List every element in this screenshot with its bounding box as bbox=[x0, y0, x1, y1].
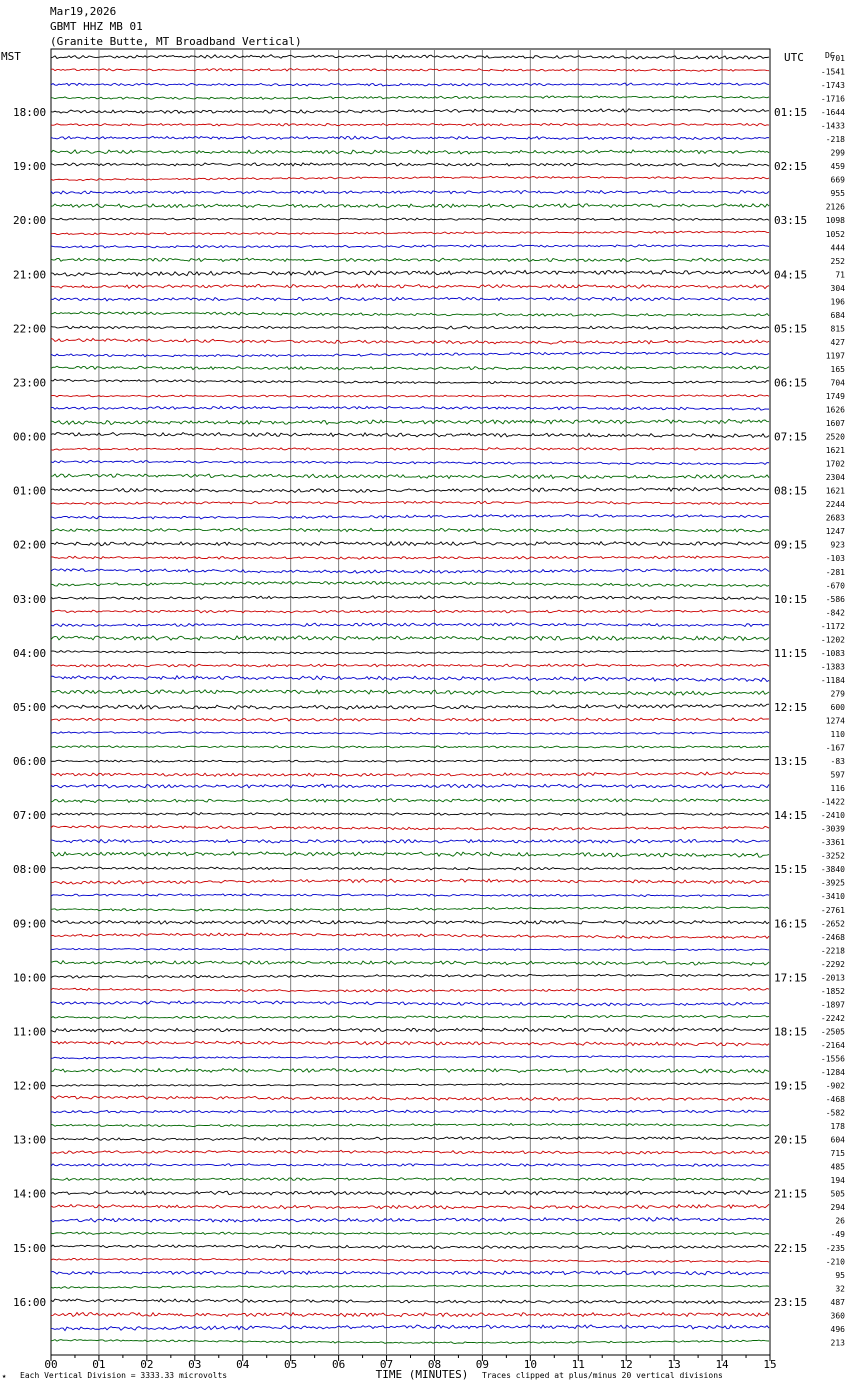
dc-offset-label: -1556 bbox=[820, 1054, 845, 1064]
seismic-trace bbox=[51, 1232, 769, 1235]
dc-offset-label: 459 bbox=[830, 162, 845, 172]
utc-hour-label: 01:15 bbox=[774, 106, 808, 120]
dc-offset-label: 165 bbox=[830, 364, 845, 374]
seismic-trace bbox=[51, 894, 769, 897]
seismic-trace bbox=[51, 419, 769, 424]
dc-offset-label: -1184 bbox=[820, 675, 845, 685]
dc-offset-label: -218 bbox=[825, 135, 845, 145]
dc-offset-label: 427 bbox=[830, 337, 845, 347]
dc-offset-label: 360 bbox=[830, 1311, 845, 1321]
utc-hour-label: 09:15 bbox=[774, 538, 808, 552]
x-axis-title: TIME (MINUTES) bbox=[375, 1368, 469, 1381]
dc-offset-label: -1202 bbox=[820, 635, 845, 645]
chart-labels bbox=[13, 51, 845, 1381]
mst-hour-label: 18:00 bbox=[13, 106, 47, 120]
seismic-trace bbox=[51, 297, 769, 301]
dc-offset-label: -2218 bbox=[820, 946, 845, 956]
x-tick-label: 09 bbox=[475, 1358, 490, 1371]
seismic-trace bbox=[51, 326, 769, 329]
seismic-trace bbox=[51, 55, 769, 59]
utc-hour-label: 16:15 bbox=[774, 917, 808, 931]
dc-offset-label: 194 bbox=[830, 1176, 845, 1186]
dc-offset-label: -1433 bbox=[820, 121, 845, 131]
seismic-trace bbox=[51, 176, 769, 180]
seismic-trace bbox=[51, 569, 769, 574]
dc-offset-label: 304 bbox=[830, 283, 845, 293]
seismic-trace bbox=[51, 718, 769, 721]
utc-hour-label: 05:15 bbox=[774, 322, 808, 336]
seismic-trace bbox=[51, 1178, 769, 1181]
seismic-trace bbox=[51, 284, 769, 288]
mst-hour-label: 04:00 bbox=[13, 646, 47, 660]
dc-offset-label: 2244 bbox=[825, 500, 845, 510]
dc-offset-label: -1541 bbox=[820, 67, 845, 77]
dc-offset-label: 2520 bbox=[825, 432, 845, 442]
dc-offset-label: 1749 bbox=[825, 392, 845, 401]
x-tick-label: 01 bbox=[92, 1358, 106, 1371]
dc-offset-label: 299 bbox=[830, 148, 845, 158]
dc-offset-label: -468 bbox=[825, 1095, 845, 1105]
mst-hour-label: 03:00 bbox=[13, 592, 47, 606]
seismic-trace bbox=[51, 379, 769, 384]
dc-offset-label: 2683 bbox=[825, 513, 845, 523]
dc-header-label: DC bbox=[825, 51, 835, 60]
utc-hour-label: 15:15 bbox=[774, 863, 808, 877]
seismic-traces bbox=[51, 55, 769, 1344]
seismic-trace bbox=[51, 1041, 769, 1046]
seismic-trace bbox=[51, 395, 769, 397]
x-tick-label: 05 bbox=[284, 1358, 298, 1371]
dc-offset-label: 597 bbox=[830, 770, 845, 780]
x-tick-label: 02 bbox=[140, 1358, 154, 1371]
mst-hour-label: 13:00 bbox=[13, 1133, 47, 1147]
seismic-trace bbox=[51, 69, 769, 72]
utc-hour-label: 06:15 bbox=[774, 376, 808, 390]
dc-offset-label: -103 bbox=[825, 554, 845, 564]
seismic-trace bbox=[51, 825, 769, 830]
dc-offset-label: -902 bbox=[825, 1081, 845, 1091]
dc-offset-label: 704 bbox=[830, 378, 845, 388]
seismic-trace bbox=[51, 867, 769, 870]
dc-offset-label: 1702 bbox=[825, 459, 845, 469]
x-tick-label: 06 bbox=[331, 1358, 346, 1371]
mst-hour-label: 00:00 bbox=[13, 430, 47, 444]
dc-offset-label: -2652 bbox=[820, 919, 845, 929]
dc-offset-label: -1083 bbox=[820, 648, 845, 658]
seismic-trace bbox=[51, 556, 769, 559]
x-tick-label: 00 bbox=[44, 1358, 58, 1371]
seismic-trace bbox=[51, 1271, 769, 1275]
seismic-trace bbox=[51, 352, 769, 357]
mst-hour-label: 07:00 bbox=[13, 809, 47, 823]
seismic-trace bbox=[51, 488, 769, 493]
dc-offset-label: 1197 bbox=[825, 351, 845, 361]
utc-hour-label: 03:15 bbox=[774, 214, 808, 228]
seismic-trace bbox=[51, 813, 769, 816]
dc-offset-label: 1247 bbox=[825, 527, 845, 537]
dc-offset-label: -1383 bbox=[820, 662, 845, 672]
seismic-trace bbox=[51, 948, 769, 950]
dc-offset-label: 32 bbox=[835, 1284, 845, 1294]
seismic-trace bbox=[51, 1285, 769, 1288]
seismic-trace bbox=[51, 204, 769, 208]
seismic-trace bbox=[51, 460, 769, 464]
dc-offset-label: 604 bbox=[830, 1135, 845, 1145]
seismic-trace bbox=[51, 163, 769, 167]
dc-offset-label: 110 bbox=[830, 730, 845, 739]
seismic-trace bbox=[51, 515, 769, 519]
chart-station: GBMT HHZ MB 01 bbox=[50, 20, 143, 33]
utc-hour-label: 02:15 bbox=[774, 160, 808, 174]
dc-offset-label: -235 bbox=[825, 1243, 845, 1253]
seismic-trace bbox=[51, 1150, 769, 1154]
dc-offset-label: 715 bbox=[830, 1149, 845, 1159]
dc-offset-label: 1274 bbox=[825, 716, 845, 726]
seismic-trace bbox=[51, 746, 769, 748]
dc-offset-label: 279 bbox=[830, 689, 845, 699]
seismic-trace bbox=[51, 690, 769, 695]
dc-offset-label: 923 bbox=[830, 540, 845, 550]
seismic-trace bbox=[51, 1069, 769, 1073]
utc-hour-label: 19:15 bbox=[774, 1079, 808, 1093]
dc-offset-label: -83 bbox=[830, 757, 845, 767]
dc-offset-label: -2505 bbox=[820, 1027, 845, 1037]
dc-offset-label: -1897 bbox=[820, 1000, 845, 1010]
utc-hour-label: 20:15 bbox=[774, 1133, 808, 1147]
seismic-trace bbox=[51, 1217, 769, 1222]
seismic-trace bbox=[51, 759, 769, 763]
seismic-trace bbox=[51, 704, 769, 709]
utc-hour-label: 18:15 bbox=[774, 1025, 808, 1039]
x-tick-label: 14 bbox=[715, 1358, 729, 1371]
dc-offset-label: -210 bbox=[825, 1257, 845, 1267]
dc-offset-label: -2410 bbox=[820, 811, 845, 821]
dc-offset-label: 213 bbox=[830, 1338, 845, 1348]
seismic-trace bbox=[51, 270, 769, 276]
dc-offset-label: -1172 bbox=[820, 621, 845, 631]
dc-offset-label: -582 bbox=[825, 1108, 845, 1118]
seismic-trace bbox=[51, 1123, 769, 1126]
utc-hour-label: 11:15 bbox=[774, 646, 808, 660]
x-tick-label: 04 bbox=[236, 1358, 250, 1371]
mst-hour-label: 19:00 bbox=[13, 160, 47, 174]
dc-offset-label: -1284 bbox=[820, 1068, 845, 1077]
dc-offset-label: -2292 bbox=[820, 959, 845, 969]
dc-offset-label: -3361 bbox=[820, 838, 845, 848]
dc-offset-label: 1626 bbox=[825, 405, 845, 415]
dc-offset-label: 955 bbox=[830, 189, 845, 199]
seismic-trace bbox=[51, 218, 769, 220]
mst-hour-label: 12:00 bbox=[13, 1079, 47, 1093]
dc-offset-label: 294 bbox=[830, 1203, 845, 1213]
dc-offset-label: -167 bbox=[825, 743, 845, 753]
utc-hour-label: 22:15 bbox=[774, 1241, 808, 1255]
dc-offset-label: 2126 bbox=[825, 202, 845, 212]
seismic-trace bbox=[51, 474, 769, 479]
seismic-trace bbox=[51, 974, 769, 978]
seismic-trace bbox=[51, 245, 769, 248]
x-tick-label: 03 bbox=[188, 1358, 202, 1371]
mst-hour-label: 09:00 bbox=[13, 917, 47, 931]
x-tick-label: 08 bbox=[427, 1358, 442, 1371]
dc-offset-label: 701 bbox=[830, 54, 845, 63]
seismic-trace bbox=[51, 191, 769, 194]
utc-hour-label: 08:15 bbox=[774, 484, 808, 498]
mst-hour-label: 06:00 bbox=[13, 755, 47, 769]
seismic-trace bbox=[51, 907, 769, 911]
dc-offset-label: 496 bbox=[830, 1324, 845, 1334]
mst-hour-label: 01:00 bbox=[13, 484, 47, 498]
dc-offset-label: -670 bbox=[825, 581, 845, 591]
dc-offset-label: -3925 bbox=[820, 878, 845, 888]
seismic-trace bbox=[51, 338, 769, 344]
dc-offset-label: -586 bbox=[825, 594, 845, 604]
dc-offset-label: -1644 bbox=[820, 108, 845, 118]
seismic-trace bbox=[51, 1325, 769, 1331]
seismic-trace bbox=[51, 610, 769, 613]
mst-hour-label: 14:00 bbox=[13, 1187, 47, 1201]
seismic-trace bbox=[51, 1339, 769, 1343]
x-tick-label: 12 bbox=[619, 1358, 633, 1371]
seismic-trace bbox=[51, 676, 769, 682]
seismic-trace bbox=[51, 1056, 769, 1059]
dc-offset-label: 1621 bbox=[825, 446, 845, 456]
seismic-trace bbox=[51, 312, 769, 317]
dc-offset-label: 1098 bbox=[825, 216, 845, 226]
dc-offset-label: -1716 bbox=[820, 94, 845, 104]
right-timezone-label: UTC bbox=[784, 51, 804, 64]
seismic-trace bbox=[51, 650, 769, 654]
dc-offset-label: -2242 bbox=[820, 1013, 845, 1023]
dc-offset-label: 600 bbox=[830, 702, 845, 712]
dc-offset-label: 2304 bbox=[825, 473, 845, 483]
utc-hour-label: 17:15 bbox=[774, 971, 808, 985]
mst-hour-label: 10:00 bbox=[13, 971, 47, 985]
seismic-trace bbox=[51, 1258, 769, 1262]
seismic-trace bbox=[51, 1110, 769, 1113]
seismic-trace bbox=[51, 1083, 769, 1087]
dc-offset-label: -2164 bbox=[820, 1040, 845, 1050]
seismic-trace bbox=[51, 501, 769, 504]
seismic-trace bbox=[51, 596, 769, 600]
seismic-trace bbox=[51, 1001, 769, 1006]
dc-offset-label: 684 bbox=[830, 310, 845, 320]
mst-hour-label: 23:00 bbox=[13, 376, 47, 390]
seismic-trace bbox=[51, 258, 769, 261]
utc-hour-label: 10:15 bbox=[774, 592, 808, 606]
utc-hour-label: 07:15 bbox=[774, 430, 808, 444]
seismic-trace bbox=[51, 623, 769, 627]
seismic-trace bbox=[51, 109, 769, 114]
dc-offset-label: 71 bbox=[835, 270, 845, 280]
dc-offset-label: 815 bbox=[830, 324, 845, 334]
dc-offset-label: -3252 bbox=[820, 851, 845, 861]
dc-offset-label: 669 bbox=[830, 175, 845, 185]
seismic-trace bbox=[51, 1015, 769, 1018]
chart-date: Mar19,2026 bbox=[50, 5, 117, 18]
seismic-trace bbox=[51, 799, 769, 803]
seismic-trace bbox=[51, 448, 769, 451]
dc-offset-label: 485 bbox=[830, 1162, 845, 1172]
footer-mark: ★ bbox=[2, 1372, 7, 1380]
x-tick-label: 07 bbox=[379, 1358, 394, 1371]
seismic-trace bbox=[51, 582, 769, 587]
footer-clip-note: Traces clipped at plus/minus 20 vertical divisions bbox=[482, 1371, 723, 1380]
mst-hour-label: 21:00 bbox=[13, 268, 47, 282]
dc-offset-label: 26 bbox=[835, 1216, 845, 1226]
seismic-trace bbox=[51, 1164, 769, 1167]
dc-offset-label: -2468 bbox=[820, 932, 845, 942]
x-tick-label: 10 bbox=[523, 1358, 537, 1371]
seismic-trace bbox=[51, 136, 769, 139]
utc-hour-label: 21:15 bbox=[774, 1187, 808, 1201]
utc-hour-label: 23:15 bbox=[774, 1295, 808, 1309]
dc-offset-label: -3039 bbox=[820, 824, 845, 834]
utc-hour-label: 04:15 bbox=[774, 268, 808, 282]
dc-offset-label: 178 bbox=[830, 1122, 845, 1132]
chart-description: (Granite Butte, MT Broadband Vertical) bbox=[50, 35, 302, 48]
seismic-trace bbox=[51, 988, 769, 992]
utc-hour-label: 12:15 bbox=[774, 700, 808, 714]
utc-hour-label: 13:15 bbox=[774, 755, 808, 769]
dc-offset-label: -842 bbox=[825, 608, 845, 618]
seismic-trace bbox=[51, 879, 769, 884]
seismic-trace bbox=[51, 433, 769, 438]
dc-offset-label: -1422 bbox=[820, 797, 845, 807]
seismic-trace bbox=[51, 664, 769, 667]
mst-hour-label: 02:00 bbox=[13, 538, 47, 552]
seismic-trace bbox=[51, 528, 769, 532]
seismic-trace bbox=[51, 732, 769, 735]
seismic-trace bbox=[51, 1137, 769, 1141]
seismic-trace bbox=[51, 961, 769, 966]
seismic-trace bbox=[51, 1313, 769, 1317]
seismic-trace bbox=[51, 839, 769, 843]
seismic-trace bbox=[51, 636, 769, 641]
seismic-trace bbox=[51, 1028, 769, 1032]
seismic-trace bbox=[51, 231, 769, 235]
seismic-trace bbox=[51, 772, 769, 776]
seismic-trace bbox=[51, 1204, 769, 1209]
mst-hour-label: 22:00 bbox=[13, 322, 47, 336]
left-timezone-label: MST bbox=[1, 50, 21, 63]
dc-offset-label: 1607 bbox=[825, 419, 845, 429]
seismic-trace bbox=[51, 366, 769, 370]
mst-hour-label: 16:00 bbox=[13, 1295, 47, 1309]
dc-offset-label: 95 bbox=[835, 1270, 845, 1280]
seismic-trace bbox=[51, 406, 769, 410]
dc-offset-label: -3410 bbox=[820, 892, 845, 902]
footer-scale-note: Each Vertical Division = 3333.33 microvolts bbox=[20, 1371, 228, 1380]
seismic-trace bbox=[51, 96, 769, 99]
seismic-trace bbox=[51, 83, 769, 86]
dc-offset-label: -2013 bbox=[820, 973, 845, 983]
seismic-trace bbox=[51, 933, 769, 939]
seismic-trace bbox=[51, 542, 769, 546]
seismic-trace bbox=[51, 852, 769, 857]
dc-offset-label: -1852 bbox=[820, 986, 845, 996]
mst-hour-label: 08:00 bbox=[13, 863, 47, 877]
seismic-trace bbox=[51, 784, 769, 788]
dc-offset-label: 1052 bbox=[825, 229, 845, 239]
seismic-trace bbox=[51, 1191, 769, 1195]
x-tick-label: 11 bbox=[571, 1358, 585, 1371]
dc-offset-label: 1621 bbox=[825, 486, 845, 496]
seismic-trace bbox=[51, 123, 769, 126]
dc-offset-label: -1743 bbox=[820, 81, 845, 91]
seismic-trace bbox=[51, 1096, 769, 1101]
seismic-trace bbox=[51, 1245, 769, 1249]
dc-offset-label: 252 bbox=[830, 256, 845, 266]
mst-hour-label: 11:00 bbox=[13, 1025, 47, 1039]
dc-offset-label: 505 bbox=[830, 1189, 845, 1199]
seismic-trace bbox=[51, 1299, 769, 1304]
dc-offset-label: 196 bbox=[830, 297, 845, 307]
mst-hour-label: 05:00 bbox=[13, 700, 47, 714]
dc-offset-label: 116 bbox=[830, 784, 845, 794]
seismic-trace bbox=[51, 920, 769, 924]
x-tick-label: 13 bbox=[667, 1358, 681, 1371]
dc-offset-label: -3840 bbox=[820, 865, 845, 875]
dc-offset-label: -49 bbox=[830, 1230, 845, 1240]
dc-offset-label: 487 bbox=[830, 1297, 845, 1307]
dc-offset-label: -2761 bbox=[820, 905, 845, 915]
mst-hour-label: 15:00 bbox=[13, 1241, 47, 1255]
x-tick-label: 15 bbox=[763, 1358, 777, 1371]
dc-offset-label: 444 bbox=[830, 243, 845, 253]
dc-offset-label: -281 bbox=[825, 567, 845, 577]
utc-hour-label: 14:15 bbox=[774, 809, 808, 823]
plot-frame bbox=[51, 49, 770, 1355]
seismic-trace bbox=[51, 150, 769, 154]
mst-hour-label: 20:00 bbox=[13, 214, 47, 228]
